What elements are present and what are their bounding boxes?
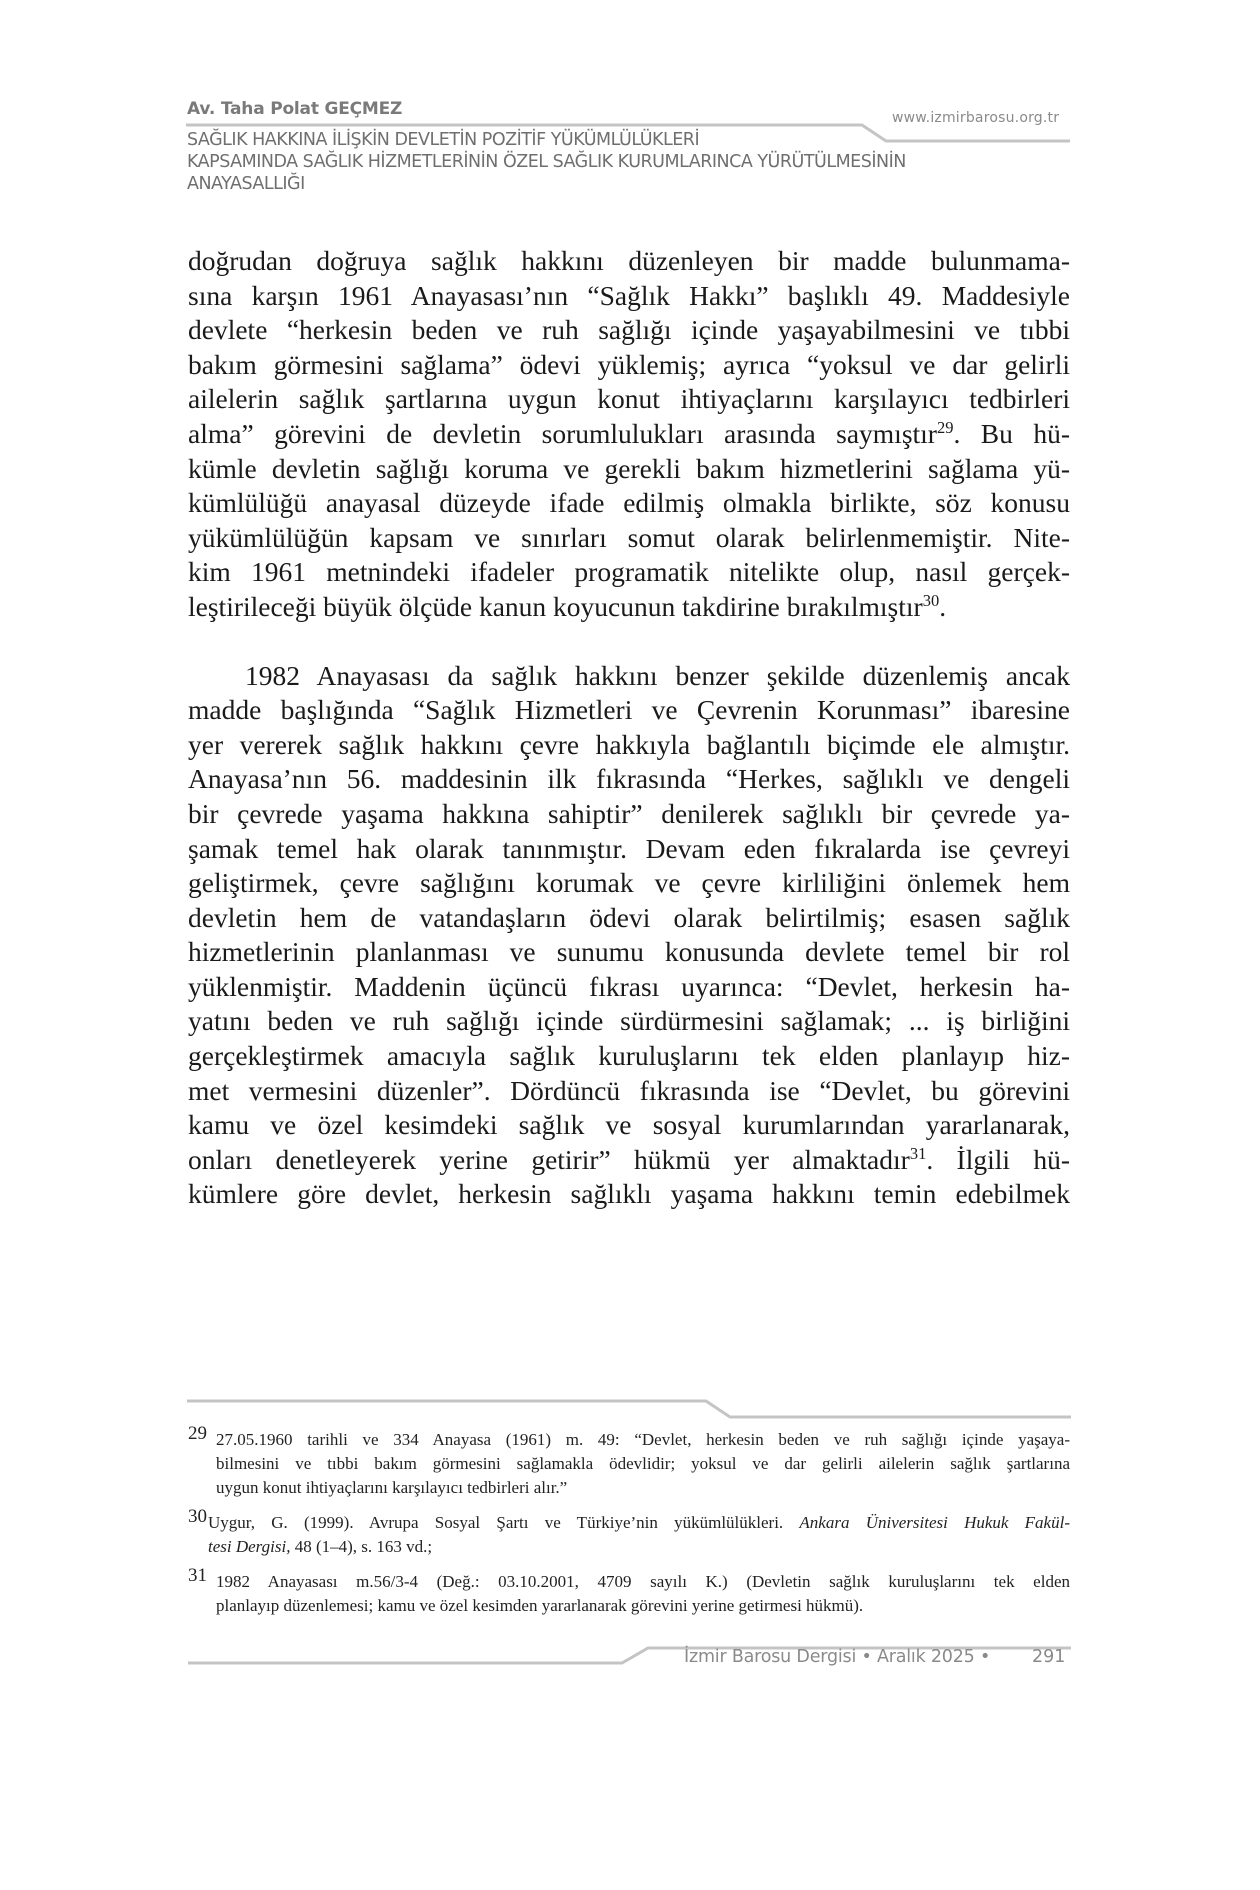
text-run: onları denetleyerek yerine getirir” hükmü yer almaktadır xyxy=(188,1143,910,1175)
footnote-ref-30[interactable]: 30 xyxy=(922,590,940,610)
body-text xyxy=(188,244,1070,1212)
text-line: madde başlığında “Sağlık Hizmetleri ve Çevrenin Korunması” ibaresine xyxy=(188,694,1070,726)
text-line: kim 1961 metnindeki ifadeler programatik nitelikte olup, nasıl gerçek- xyxy=(188,556,1070,588)
author-name: Av. Taha Polat GEÇMEZ xyxy=(187,99,403,119)
footnote-line xyxy=(208,1511,1070,1535)
footnote-line: 1982 Anayasası m.56/3-4 (Değ.: 03.10.2001, 4709 sayılı K.) (Devletin sağlık kuruluşlarını tek elden xyxy=(216,1572,1070,1591)
text-line: devletin hem de vatandaşların ödevi olarak belirtilmiş; esasen sağlık xyxy=(188,901,1070,933)
footnote-number: 30 xyxy=(188,1506,207,1527)
journal-title: Ankara Üniversitesi Hukuk Fakül- xyxy=(799,1513,1070,1532)
footnotes xyxy=(188,1423,1070,1629)
text-line: kümle devletin sağlığı koruma ve gerekli bakım hizmetlerini sağlama yü- xyxy=(188,452,1070,484)
text-run: 48 (1–4), s. 163 vd.; xyxy=(290,1537,433,1556)
footnote-line: uygun konut ihtiyaçlarını karşılayıcı tedbirleri alır.” xyxy=(216,1478,568,1497)
text-line: 1982 Anayasası da sağlık hakkını benzer şekilde düzenlemiş ancak xyxy=(245,659,1070,691)
page-number: 291 xyxy=(1032,1647,1066,1667)
text-line: şamak temel hak olarak tanınmıştır. Devam eden fıkralarda ise çevreyi xyxy=(188,832,1070,864)
text-line: yatını beden ve ruh sağlığı içinde sürdürmesini sağlamak; ... iş birliğini xyxy=(188,1005,1070,1037)
footnote-line: 27.05.1960 tarihli ve 334 Anayasa (1961) m. 49: “Devlet, herkesin beden ve ruh sağlığı içinde yaşaya- xyxy=(216,1430,1070,1449)
text-line: bakım görmesini sağlama” ödevi yüklemiş; ayrıca “yoksul ve dar gelirli xyxy=(188,348,1070,380)
text-line xyxy=(188,417,1070,452)
footnote-29 xyxy=(188,1423,1070,1500)
text-run: leştirileceği büyük ölçüde kanun koyucunun takdirine bırakılmıştır xyxy=(188,590,923,622)
text-line xyxy=(188,1143,1070,1178)
footnote-body xyxy=(188,1428,1070,1500)
text-line: ailelerin sağlık şartlarına uygun konut ihtiyaçlarını karşılayıcı tedbirleri xyxy=(188,383,1070,415)
text-line: sına karşın 1961 Anayasası’nın “Sağlık Hakkı” başlıklı 49. Maddesiyle xyxy=(188,279,1070,311)
text-line: devlete “herkesin beden ve ruh sağlığı içinde yaşayabilmesini ve tıbbi xyxy=(188,314,1070,346)
paragraph-1 xyxy=(188,244,1070,625)
text-run: Uygur, G. (1999). Avrupa Sosyal Şartı ve Türkiye’nin yükümlülükleri. xyxy=(208,1513,800,1532)
footnote-number: 29 xyxy=(188,1423,207,1444)
text-line xyxy=(188,590,1070,625)
article-title-line: SAĞLIK HAKKINA İLİŞKİN DEVLETİN POZİTİF YÜKÜMLÜLÜKLERİ xyxy=(187,130,700,150)
text-line: yer vererek sağlık hakkını çevre hakkıyla bağlantılı biçimde ele almıştır. xyxy=(188,728,1070,760)
footer-journal-info: İzmir Barosu Dergisi • Aralık 2025 • xyxy=(684,1647,991,1667)
text-line: doğrudan doğruya sağlık hakkını düzenleyen bir madde bulunmama- xyxy=(188,245,1070,276)
text-line: kümlülüğü anayasal düzeyde ifade edilmiş olmakla birlikte, söz konusu xyxy=(188,487,1070,519)
footnote-separator-rule xyxy=(187,1401,1071,1417)
text-line: yüklenmiştir. Maddenin üçüncü fıkrası uyarınca: “Devlet, herkesin ha- xyxy=(188,970,1070,1002)
text-line: met vermesini düzenler”. Dördüncü fıkrasında ise “Devlet, bu görevini xyxy=(188,1074,1070,1106)
text-run: . Bu hü- xyxy=(953,417,1071,449)
footnote-line xyxy=(208,1535,1070,1559)
footnote-number: 31 xyxy=(188,1565,207,1586)
text-line: yükümlülüğün kapsam ve sınırları somut olarak belirlenmemiştir. Nite- xyxy=(188,521,1070,553)
text-run: alma” görevini de devletin sorumlulukları arasında saymıştır xyxy=(188,417,937,449)
text-line: bir çevrede yaşama hakkına sahiptir” denilerek sağlıklı bir çevrede ya- xyxy=(188,797,1070,829)
footnote-body xyxy=(188,1511,1070,1559)
text-line: geliştirmek, çevre sağlığını korumak ve çevre kirliliğini önlemek hem xyxy=(188,867,1070,899)
text-line: kümlere göre devlet, herkesin sağlıklı yaşama hakkını temin edebilmek xyxy=(188,1178,1070,1210)
article-title-line: KAPSAMINDA SAĞLIK HİZMETLERİNİN ÖZEL SAĞLIK KURUMLARINCA YÜRÜTÜLMESİNİN xyxy=(187,152,906,172)
text-line: kamu ve özel kesimdeki sağlık ve sosyal kurumlarından yararlanarak, xyxy=(188,1109,1070,1141)
footnote-ref-31[interactable]: 31 xyxy=(909,1143,927,1163)
text-run: . İlgili hü- xyxy=(926,1143,1070,1175)
paragraph-2 xyxy=(188,659,1070,1213)
article-title xyxy=(187,129,1087,195)
footnote-line: planlayıp düzenlemesi; kamu ve özel kesimden yararlanarak görevini yerine getirmesi hükmü). xyxy=(216,1596,864,1615)
text-run: . xyxy=(939,590,947,622)
journal-title: tesi Dergisi, xyxy=(208,1537,291,1556)
footnote-31 xyxy=(188,1565,1070,1618)
footnote-30 xyxy=(188,1506,1070,1559)
article-title-line: ANAYASALLIĞI xyxy=(187,174,305,194)
text-line: hizmetlerinin planlanması ve sunumu konusunda devlete temel bir rol xyxy=(188,936,1070,968)
text-line: gerçekleştirmek amacıyla sağlık kuruluşlarını tek elden planlayıp hiz- xyxy=(188,1040,1070,1072)
footnote-ref-29[interactable]: 29 xyxy=(936,417,954,437)
site-url-link[interactable]: www.izmirbarosu.org.tr xyxy=(892,110,1060,126)
text-line: Anayasa’nın 56. maddesinin ilk fıkrasında “Herkes, sağlıklı ve dengeli xyxy=(188,763,1070,795)
footnote-body xyxy=(188,1570,1070,1618)
footnote-line: bilmesini ve tıbbi bakım görmesini sağlamakla ödevlidir; yoksul ve dar gelirli ailelerin sağlık şartlarına xyxy=(216,1454,1070,1473)
